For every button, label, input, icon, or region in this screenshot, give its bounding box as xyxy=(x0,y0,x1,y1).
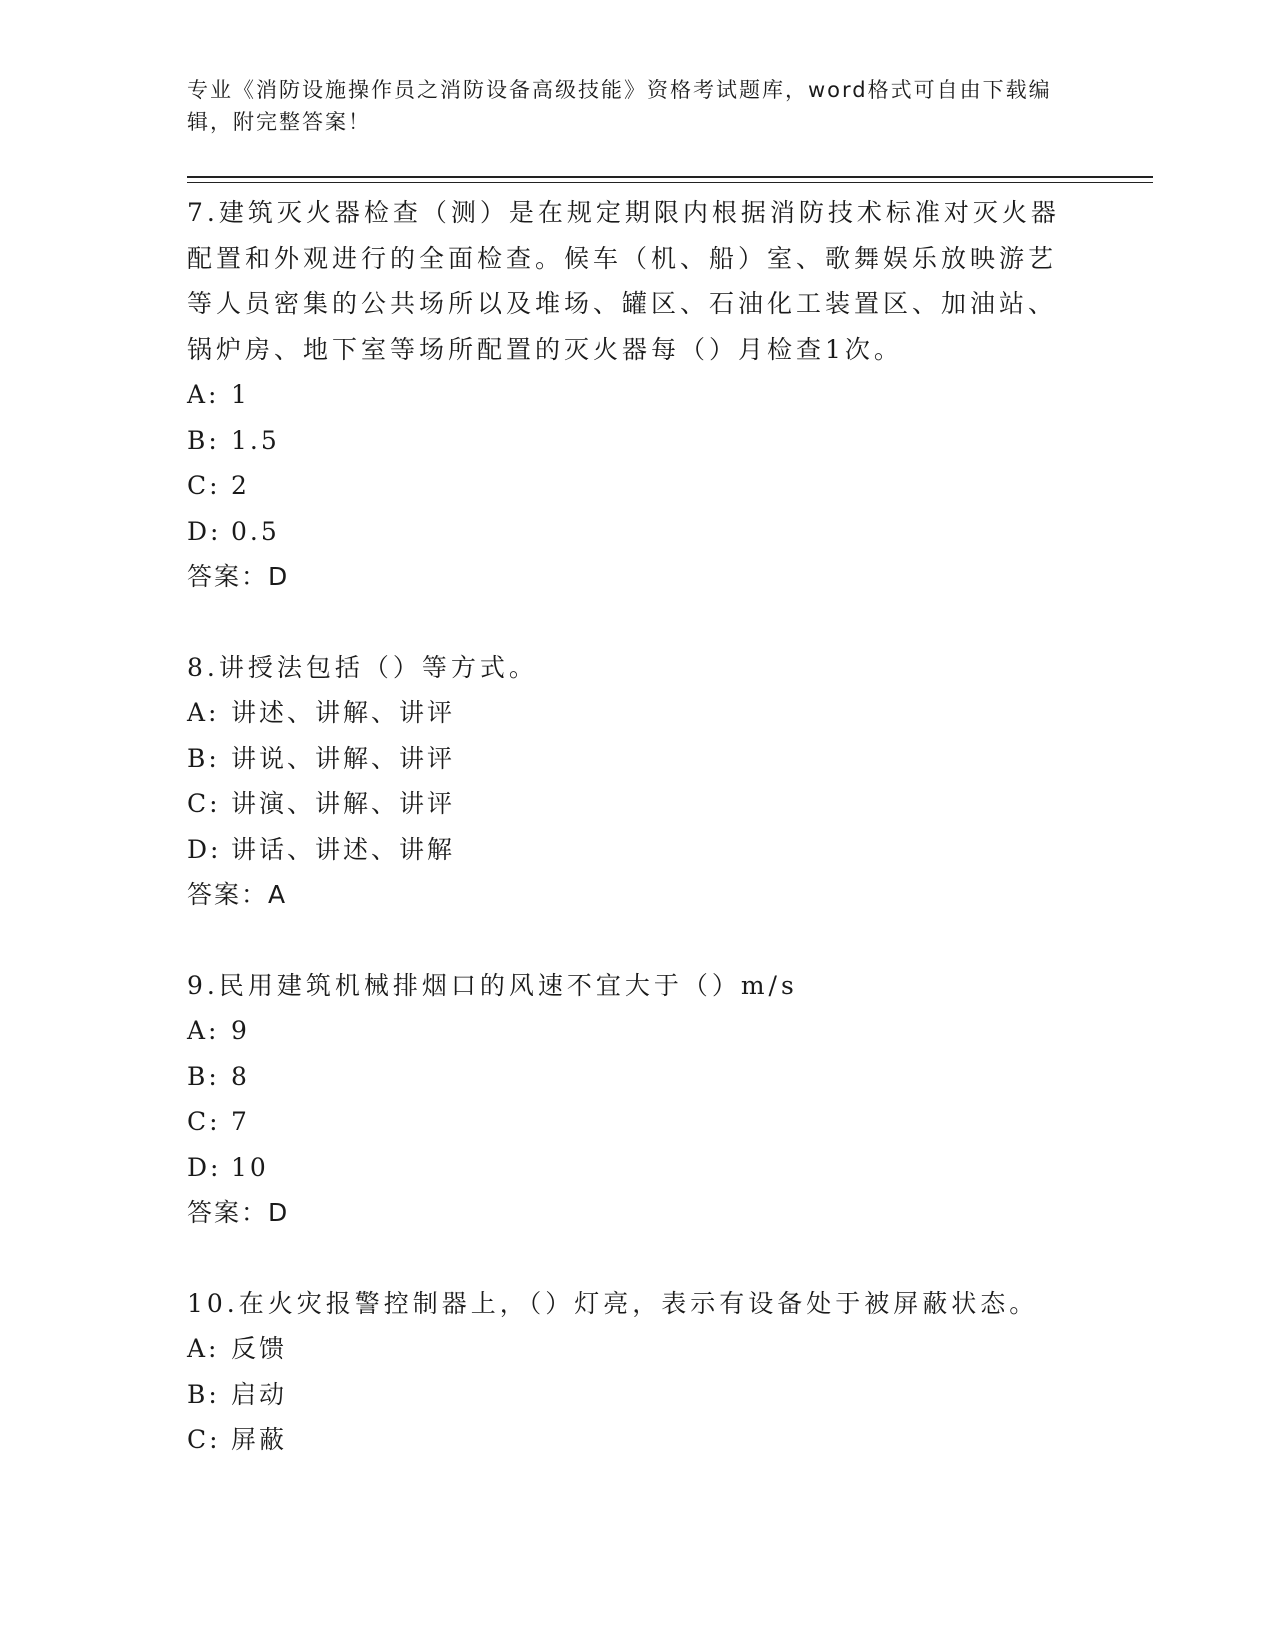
option-a xyxy=(187,1008,1067,1054)
option-text: 启动 xyxy=(231,1379,288,1409)
option-d xyxy=(187,827,1067,873)
question-stem: 7.建筑灭火器检查（测）是在规定期限内根据消防技术标准对灭火器配置和外观进行的全面检查。候车（机、船）室、歌舞娱乐放映游艺等人员密集的公共场所以及堆场、罐区、石油化工装置区、加油站、锅炉房、地下室等场所配置的灭火器每（）月检查1次。 xyxy=(187,198,1060,364)
question-stem: 10.在火灾报警控制器上，（）灯亮，表示有设备处于被屏蔽状态。 xyxy=(187,1288,1039,1318)
header-divider-thick xyxy=(187,176,1153,178)
option-key: B: xyxy=(187,743,220,773)
option-key: C: xyxy=(187,1107,221,1136)
option-text: 2 xyxy=(231,471,250,500)
option-text: 10 xyxy=(231,1152,269,1182)
option-a xyxy=(187,372,1067,418)
question-stem: 8.讲授法包括（）等方式。 xyxy=(187,652,538,682)
option-key: A: xyxy=(187,380,220,409)
option-c xyxy=(187,781,1067,827)
option-text: 1 xyxy=(231,380,250,409)
option-b xyxy=(187,736,1067,782)
option-text: 讲说、讲解、讲评 xyxy=(231,743,456,773)
option-key: D: xyxy=(187,1152,222,1182)
option-key: D: xyxy=(187,516,222,546)
option-key: B: xyxy=(187,425,220,455)
option-text: 9 xyxy=(231,1016,250,1045)
question-8 xyxy=(187,645,1067,918)
option-text: 7 xyxy=(231,1107,250,1136)
option-key: A: xyxy=(187,698,220,727)
option-text: 8 xyxy=(231,1061,250,1091)
option-d xyxy=(187,1145,1067,1191)
option-text: 讲述、讲解、讲评 xyxy=(231,698,456,727)
option-key: B: xyxy=(187,1061,220,1091)
document-header: 专业《消防设施操作员之消防设备高级技能》资格考试题库，word格式可自由下载编辑，附完整答案！ xyxy=(187,78,1052,134)
option-key: C: xyxy=(187,471,221,500)
option-c xyxy=(187,1417,1067,1463)
option-key: C: xyxy=(187,789,221,818)
question-10 xyxy=(187,1281,1067,1463)
option-text: 反馈 xyxy=(231,1334,288,1363)
question-9 xyxy=(187,963,1067,1236)
question-stem: 9.民用建筑机械排烟口的风速不宜大于（）m/s xyxy=(187,970,798,1000)
option-key: C: xyxy=(187,1425,221,1454)
option-text: 讲演、讲解、讲评 xyxy=(231,789,456,818)
option-text: 1.5 xyxy=(231,425,280,455)
option-a xyxy=(187,1326,1067,1372)
option-b xyxy=(187,1054,1067,1100)
option-text: 讲话、讲述、讲解 xyxy=(231,834,456,864)
answer-line: 答案：D xyxy=(187,562,290,591)
answer-line: 答案：D xyxy=(187,1198,290,1227)
option-key: A: xyxy=(187,1016,220,1045)
option-key: A: xyxy=(187,1334,220,1363)
answer-line: 答案：A xyxy=(187,880,288,909)
option-c xyxy=(187,463,1067,509)
option-key: B: xyxy=(187,1379,220,1409)
option-b xyxy=(187,1372,1067,1418)
option-c xyxy=(187,1099,1067,1145)
question-list xyxy=(187,190,1067,1508)
option-key: D: xyxy=(187,834,222,864)
header-divider-thin xyxy=(187,182,1153,183)
option-text: 0.5 xyxy=(231,516,280,546)
option-d xyxy=(187,509,1067,555)
option-b xyxy=(187,418,1067,464)
question-7 xyxy=(187,190,1067,600)
option-text: 屏蔽 xyxy=(231,1425,288,1454)
option-a xyxy=(187,690,1067,736)
